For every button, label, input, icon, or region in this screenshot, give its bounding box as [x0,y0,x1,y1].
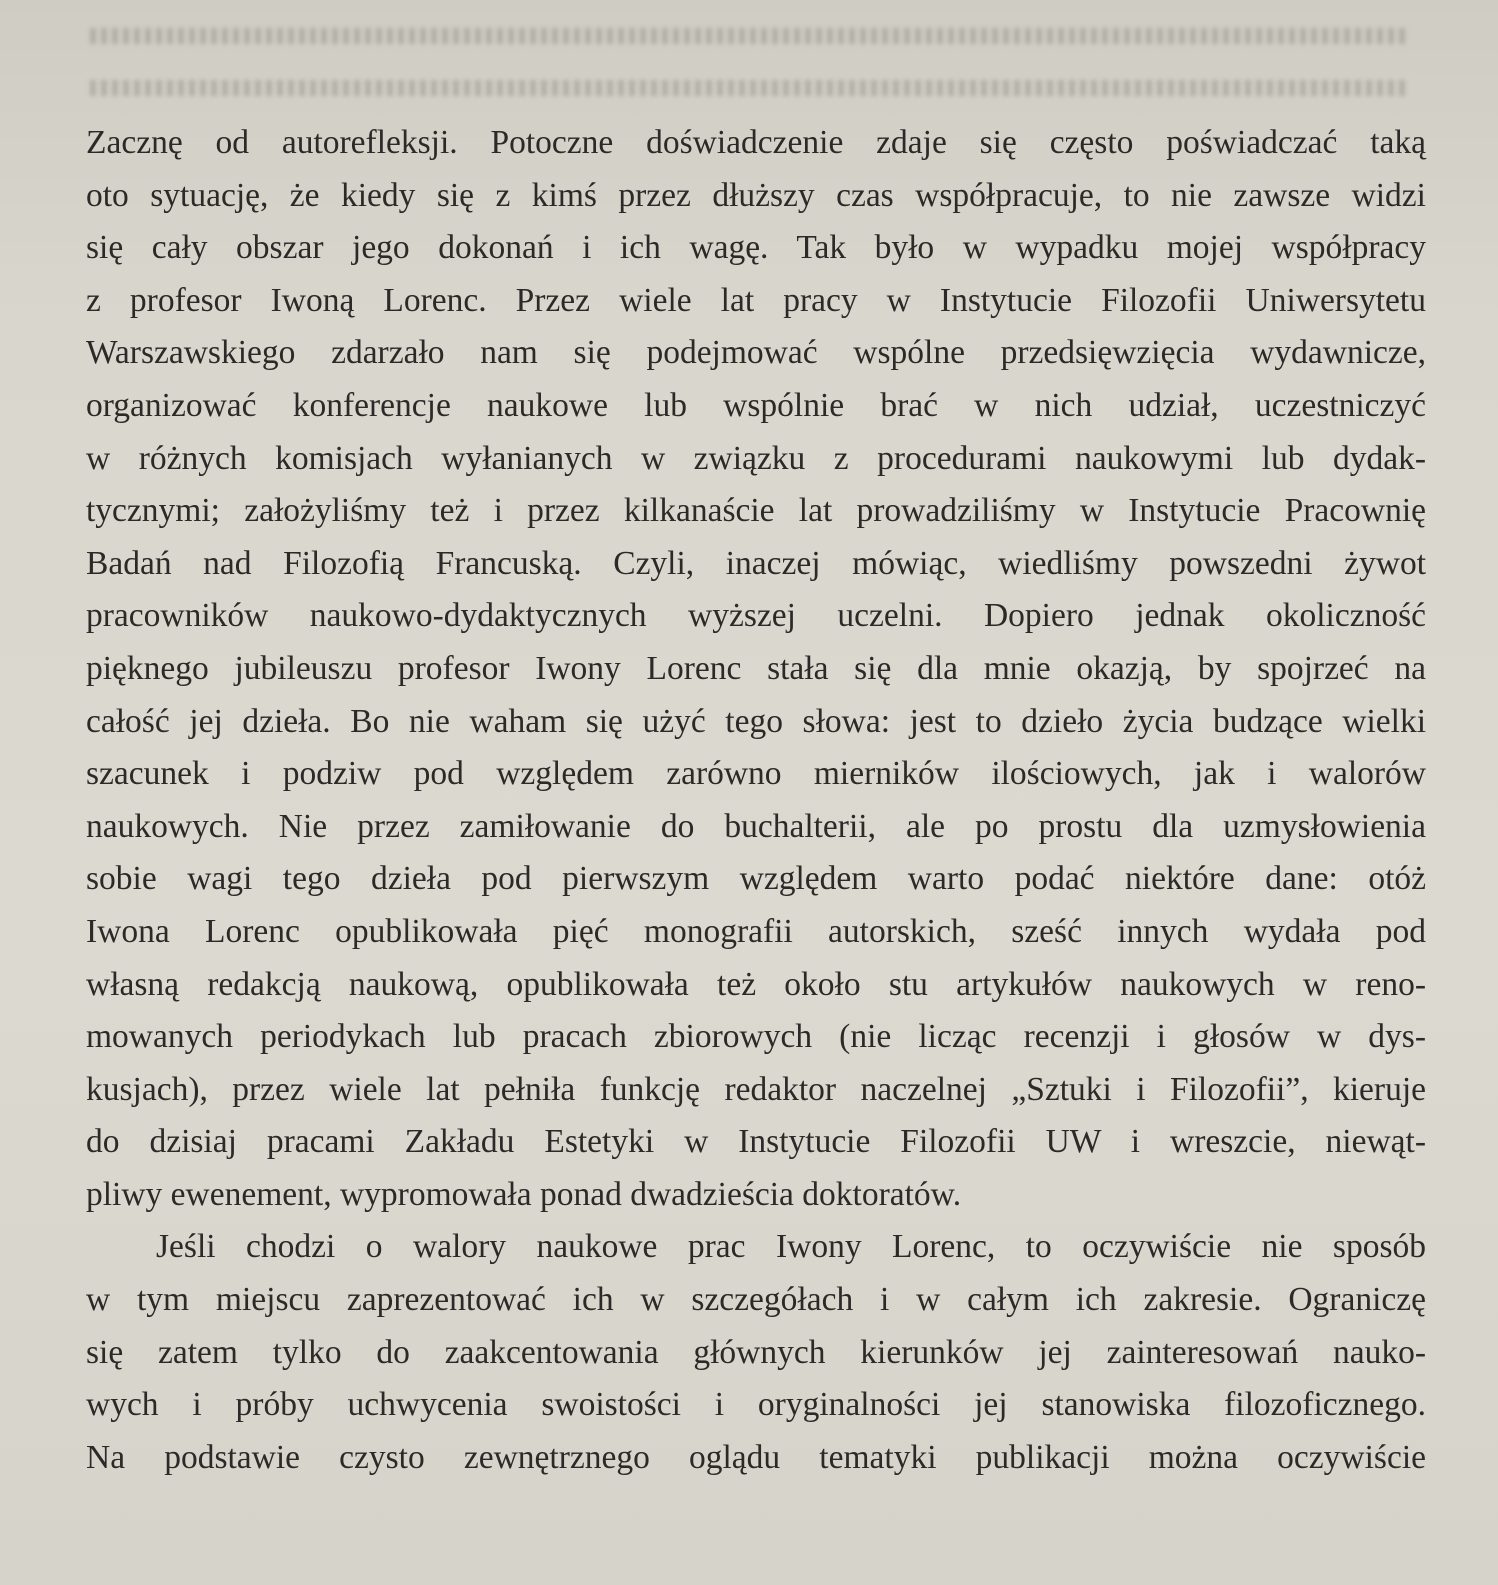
text-line: Badań nad Filozofią Francuską. Czyli, inaczej mówiąc, wiedliśmy powszedni żywot [86,544,1426,582]
text-line: własną redakcją naukową, opublikowała też około stu artykułów naukowych w reno- [86,965,1426,1003]
text-line: naukowych. Nie przez zamiłowanie do buchalterii, ale po prostu dla uzmysłowienia [86,807,1426,845]
text-line: do dzisiaj pracami Zakładu Estetyki w Instytucie Filozofii UW i wreszcie, niewąt- [86,1123,1426,1161]
text-line: pracowników naukowo-dydaktycznych wyższej uczelni. Dopiero jednak okoliczność [86,597,1426,635]
text-line: z profesor Iwoną Lorenc. Przez wiele lat pracy w Instytucie Filozofii Uniwersytetu [86,281,1426,319]
bleed-through-text [90,80,1410,96]
text-line: tycznymi; założyliśmy też i przez kilkanaście lat prowadziliśmy w Instytucie Pracownię [86,492,1426,530]
bleed-through-text [90,28,1410,44]
text-line: Warszawskiego zdarzało nam się podejmować wspólne przedsięwzięcia wydawnicze, [86,334,1426,372]
text-line: pięknego jubileuszu profesor Iwony Lorenc stała się dla mnie okazją, by spojrzeć na [86,649,1426,687]
text-line: się zatem tylko do zaakcentowania głównych kierunków jej zainteresowań nauko- [86,1333,1426,1371]
text-line: w tym miejscu zaprezentować ich w szczegółach i w całym ich zakresie. Ograniczę [86,1281,1426,1319]
text-line: organizować konferencje naukowe lub wspólnie brać w nich udział, uczestniczyć [86,386,1426,424]
text-line: sobie wagi tego dzieła pod pierwszym względem warto podać niektóre dane: otóż [86,860,1426,898]
page-body [86,117,1426,1484]
text-line: pliwy ewenement, wypromowała ponad dwadzieścia doktoratów. [86,1175,962,1213]
text-line: Iwona Lorenc opublikowała pięć monografii autorskich, sześć innych wydała pod [86,912,1426,950]
text-line: Jeśli chodzi o walory naukowe prac Iwony Lorenc, to oczywiście nie sposób [156,1228,1426,1266]
text-line: mowanych periodykach lub pracach zbiorowych (nie licząc recenzji i głosów w dys- [86,1018,1426,1056]
text-line: kusjach), przez wiele lat pełniła funkcję redaktor naczelnej „Sztuki i Filozofii”, kieruje [86,1070,1426,1108]
paragraph [86,1221,1426,1484]
text-line: całość jej dzieła. Bo nie waham się użyć tego słowa: jest to dzieło życia budzące wielki [86,702,1426,740]
paragraph [86,117,1426,1221]
text-line: się cały obszar jego dokonań i ich wagę. Tak było w wypadku mojej współpracy [86,229,1426,267]
text-line: wych i próby uchwycenia swoistości i oryginalności jej stanowiska filozoficznego. [86,1386,1426,1424]
text-line: w różnych komisjach wyłanianych w związku z procedurami naukowymi lub dydak- [86,439,1426,477]
text-line: oto sytuację, że kiedy się z kimś przez dłuższy czas współpracuje, to nie zawsze widzi [86,176,1426,214]
text-line: szacunek i podziw pod względem zarówno mierników ilościowych, jak i walorów [86,755,1426,793]
text-line: Na podstawie czysto zewnętrznego oglądu tematyki publikacji można oczywiście [86,1438,1426,1476]
text-line: Zacznę od autorefleksji. Potoczne doświadczenie zdaje się często poświadczać taką [86,124,1426,161]
